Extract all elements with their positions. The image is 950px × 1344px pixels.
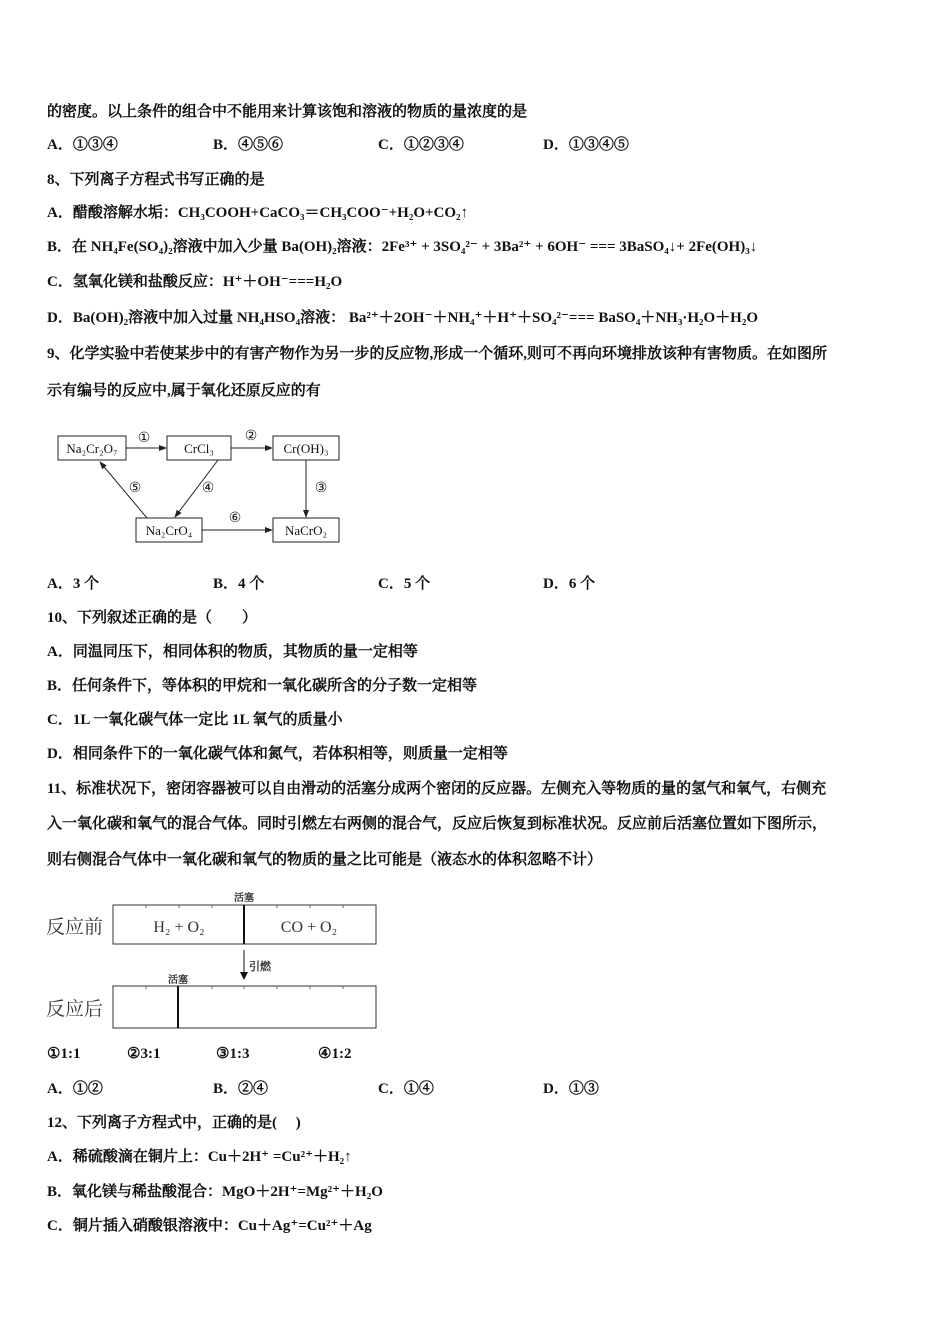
q10-stem: 10、下列叙述正确的是（ ）: [47, 610, 258, 626]
chromium-cycle-diagram: [50, 422, 350, 550]
q11-ratio-3: ③1:3: [216, 1046, 250, 1062]
q12-stem: 12、下列离子方程式中，正确的是( ): [47, 1115, 301, 1131]
q7-option-a: A．①③④: [47, 137, 118, 153]
q10-option-a: A．同温同压下，相同体积的物质，其物质的量一定相等: [47, 644, 418, 660]
label-1: ①: [137, 431, 151, 446]
q12-option-b: B．氧化镁与稀盐酸混合：MgO＋2H⁺=Mg²⁺＋H₂O: [47, 1184, 383, 1200]
q9-option-c: C．5 个: [378, 576, 431, 592]
node-crcl3: CrCl₃: [184, 441, 214, 456]
q9-option-b: B．4 个: [213, 576, 265, 592]
q8-option-c: C．氢氧化镁和盐酸反应：H⁺＋OH⁻===H₂O: [47, 274, 343, 290]
piston-label-after: 活塞: [168, 975, 188, 986]
q7-option-d: D．①③④⑤: [543, 137, 629, 153]
node-nacro2: NaCrO₂: [284, 523, 328, 538]
q12-option-c: C．铜片插入硝酸银溶液中：Cu＋Ag⁺=Cu²⁺＋Ag: [47, 1218, 372, 1234]
q11-stem-line-2: 入一氧化碳和氧气的混合气体。同时引燃左右两侧的混合气，反应后恢复到标准状况。反应前后活塞位置如下图所示，: [47, 816, 828, 832]
piston-label-before: 活塞: [234, 893, 254, 904]
q11-option-c: C．①④: [378, 1081, 434, 1097]
left-gas: H₂ + O₂: [153, 919, 205, 936]
label-4: ④: [201, 481, 215, 496]
q11-option-d: D．①③: [543, 1081, 599, 1097]
q8-option-b: B．在 NH₄Fe(SO₄)₂溶液中加入少量 Ba(OH)₂溶液：2Fe³⁺ + 3SO₄²⁻ + 3Ba²⁺ + 6OH⁻ === 3BaSO₄↓+ 2Fe(OH)₃↓: [47, 239, 758, 255]
q12-option-a: A．稀硫酸滴在铜片上：Cu＋2H⁺ =Cu²⁺＋H₂↑: [47, 1149, 352, 1165]
q11-ratio-2: ②3:1: [127, 1046, 161, 1062]
q8-option-a: A．醋酸溶解水垢：CH₃COOH+CaCO₃＝CH₃COO⁻+H₂O+CO₂↑: [47, 205, 469, 221]
q11-option-b: B．②④: [213, 1081, 269, 1097]
q10-option-d: D．相同条件下的一氧化碳气体和氮气，若体积相等，则质量一定相等: [47, 746, 508, 762]
right-gas: CO + O₂: [280, 919, 338, 936]
q10-option-c: C．1L 一氧化碳气体一定比 1L 氧气的质量小: [47, 712, 343, 728]
q11-stem-line-1: 11、标准状况下，密闭容器被可以自由滑动的活塞分成两个密闭的反应器。左侧充入等物质的量的氢气和氧气，右侧充: [47, 781, 827, 797]
q9-stem-line-2: 示有编号的反应中,属于氧化还原反应的有: [47, 383, 321, 399]
q11-ratio-4: ④1:2: [318, 1046, 352, 1062]
node-croh3: Cr(OH)₃: [283, 441, 329, 456]
label-5: ⑤: [128, 481, 142, 496]
q10-option-b: B．任何条件下，等体积的甲烷和一氧化碳所含的分子数一定相等: [47, 678, 478, 694]
ignite-label: 引燃: [249, 961, 271, 973]
q7-stem-tail: 的密度。以上条件的组合中不能用来计算该饱和溶液的物质的量浓度的是: [47, 104, 528, 120]
before-label: 反应前: [46, 917, 104, 938]
q7-option-b: B．④⑤⑥: [213, 137, 284, 153]
q7-option-c: C．①②③④: [378, 137, 464, 153]
q11-option-a: A．①②: [47, 1081, 103, 1097]
piston-figure: [44, 888, 384, 1033]
label-6: ⑥: [228, 511, 242, 526]
after-label: 反应后: [46, 999, 104, 1020]
label-2: ②: [244, 429, 258, 444]
node-na2cro4: Na₂CrO₄: [145, 523, 193, 538]
q8-stem: 8、下列离子方程式书写正确的是: [47, 172, 265, 188]
q8-option-d: D．Ba(OH)₂溶液中加入过量 NH₄HSO₄溶液： Ba²⁺＋2OH⁻＋NH₄⁺＋H⁺＋SO₄²⁻=== BaSO₄＋NH₃·H₂O＋H₂O: [47, 310, 758, 326]
label-3: ③: [314, 481, 328, 496]
q11-ratio-1: ①1:1: [47, 1046, 81, 1062]
q9-stem-line-1: 9、化学实验中若使某步中的有害产物作为另一步的反应物,形成一个循环,则可不再向环境排放该种有害物质。在如图所: [47, 346, 828, 362]
q9-option-a: A．3 个: [47, 576, 100, 592]
q11-stem-line-3: 则右侧混合气体中一氧化碳和氧气的物质的量之比可能是（液态水的体积忽略不计）: [47, 852, 603, 868]
node-na2cr2o7: Na₂Cr₂O₇: [66, 441, 118, 456]
q9-option-d: D．6 个: [543, 576, 596, 592]
